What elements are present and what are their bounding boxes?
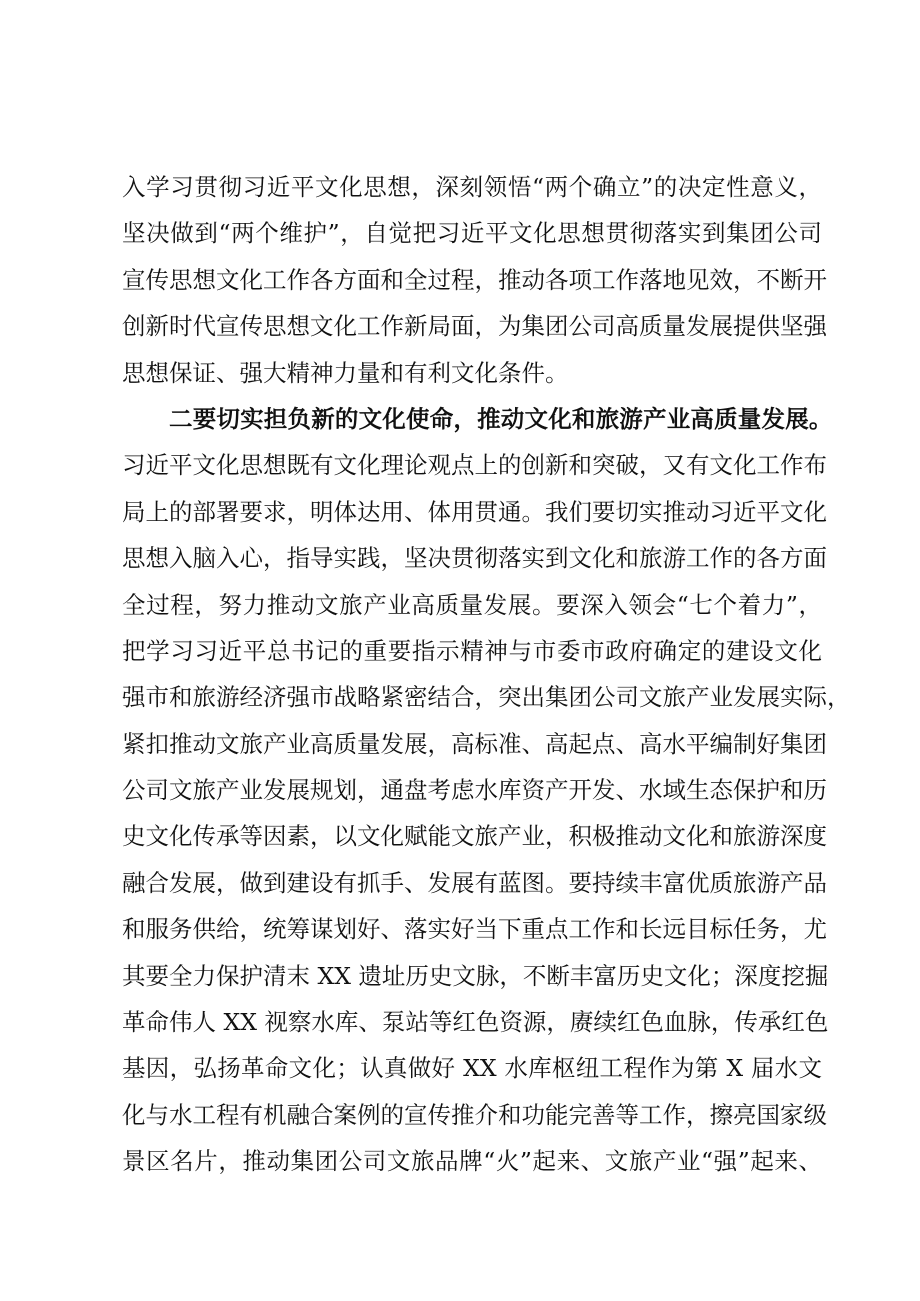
paragraph-line: 把学习习近平总书记的重要指示精神与市委市政府确定的建设文化 [122,636,822,665]
paragraph-line: 化与水工程有机融合案例的宣传推介和功能完善等工作，擦亮国家级 [122,1100,827,1129]
paragraph-line: 其要全力保护清末 XX 遗址历史文脉，不断丰富历史文化；深度挖掘 [122,961,829,990]
paragraph-line: 习近平文化思想既有文化理论观点上的创新和突破，又有文化工作布 [122,451,827,480]
paragraph-line: 融合发展，做到建设有抓手、发展有蓝图。要持续丰富优质旅游产品 [122,868,827,897]
paragraph-line: 入学习贯彻习近平文化思想，深刻领悟“两个确立”的决定性意义， [122,173,822,201]
paragraph-line: 宣传思想文化工作各方面和全过程，推动各项工作落地见效，不断开 [122,265,827,294]
paragraph-line: 局上的部署要求，明体达用、体用贯通。我们要切实推动习近平文化 [122,497,827,526]
paragraph-line: 革命伟人 XX 视察水库、泵站等红色资源，赓续红色血脉，传承红色 [122,1008,829,1037]
paragraph-line: 景区名片，推动集团公司文旅品牌“火”起来、文旅产业“强”起来、 [122,1147,822,1176]
paragraph-line: 公司文旅产业发展规划，通盘考虑水库资产开发、水域生态保护和历 [122,776,827,805]
paragraph-line: 和服务供给，统筹谋划好、落实好当下重点工作和长远目标任务，尤 [122,915,827,944]
paragraph-line: 思想入脑入心，指导实践，坚决贯彻落实到文化和旅游工作的各方面 [122,544,827,573]
paragraph-line: 紧扣推动文旅产业高质量发展，高标准、高起点、高水平编制好集团 [122,729,827,758]
paragraph-line: 史文化传承等因素，以文化赋能文旅产业，积极推动文化和旅游深度 [122,822,827,851]
paragraph-line: 基因，弘扬革命文化；认真做好 XX 水库枢纽工程作为第 X 届水文 [122,1054,822,1083]
section-heading: 二要切实担负新的文化使命，推动文化和旅游产业高质量发展。 [169,404,833,433]
paragraph-line: 强市和旅游经济强市战略紧密结合，突出集团公司文旅产业发展实际， [122,683,851,712]
paragraph-line: 创新时代宣传思想文化工作新局面，为集团公司高质量发展提供坚强 [122,312,827,341]
body-text [122,164,851,1185]
paragraph-line: 全过程，努力推动文旅产业高质量发展。要深入领会“七个着力”， [122,590,822,619]
paragraph-line: 思想保证、强大精神力量和有利文化条件。 [122,358,569,387]
paragraph-line: 坚决做到“两个维护”，自觉把习近平文化思想贯彻落实到集团公司 [122,219,822,248]
